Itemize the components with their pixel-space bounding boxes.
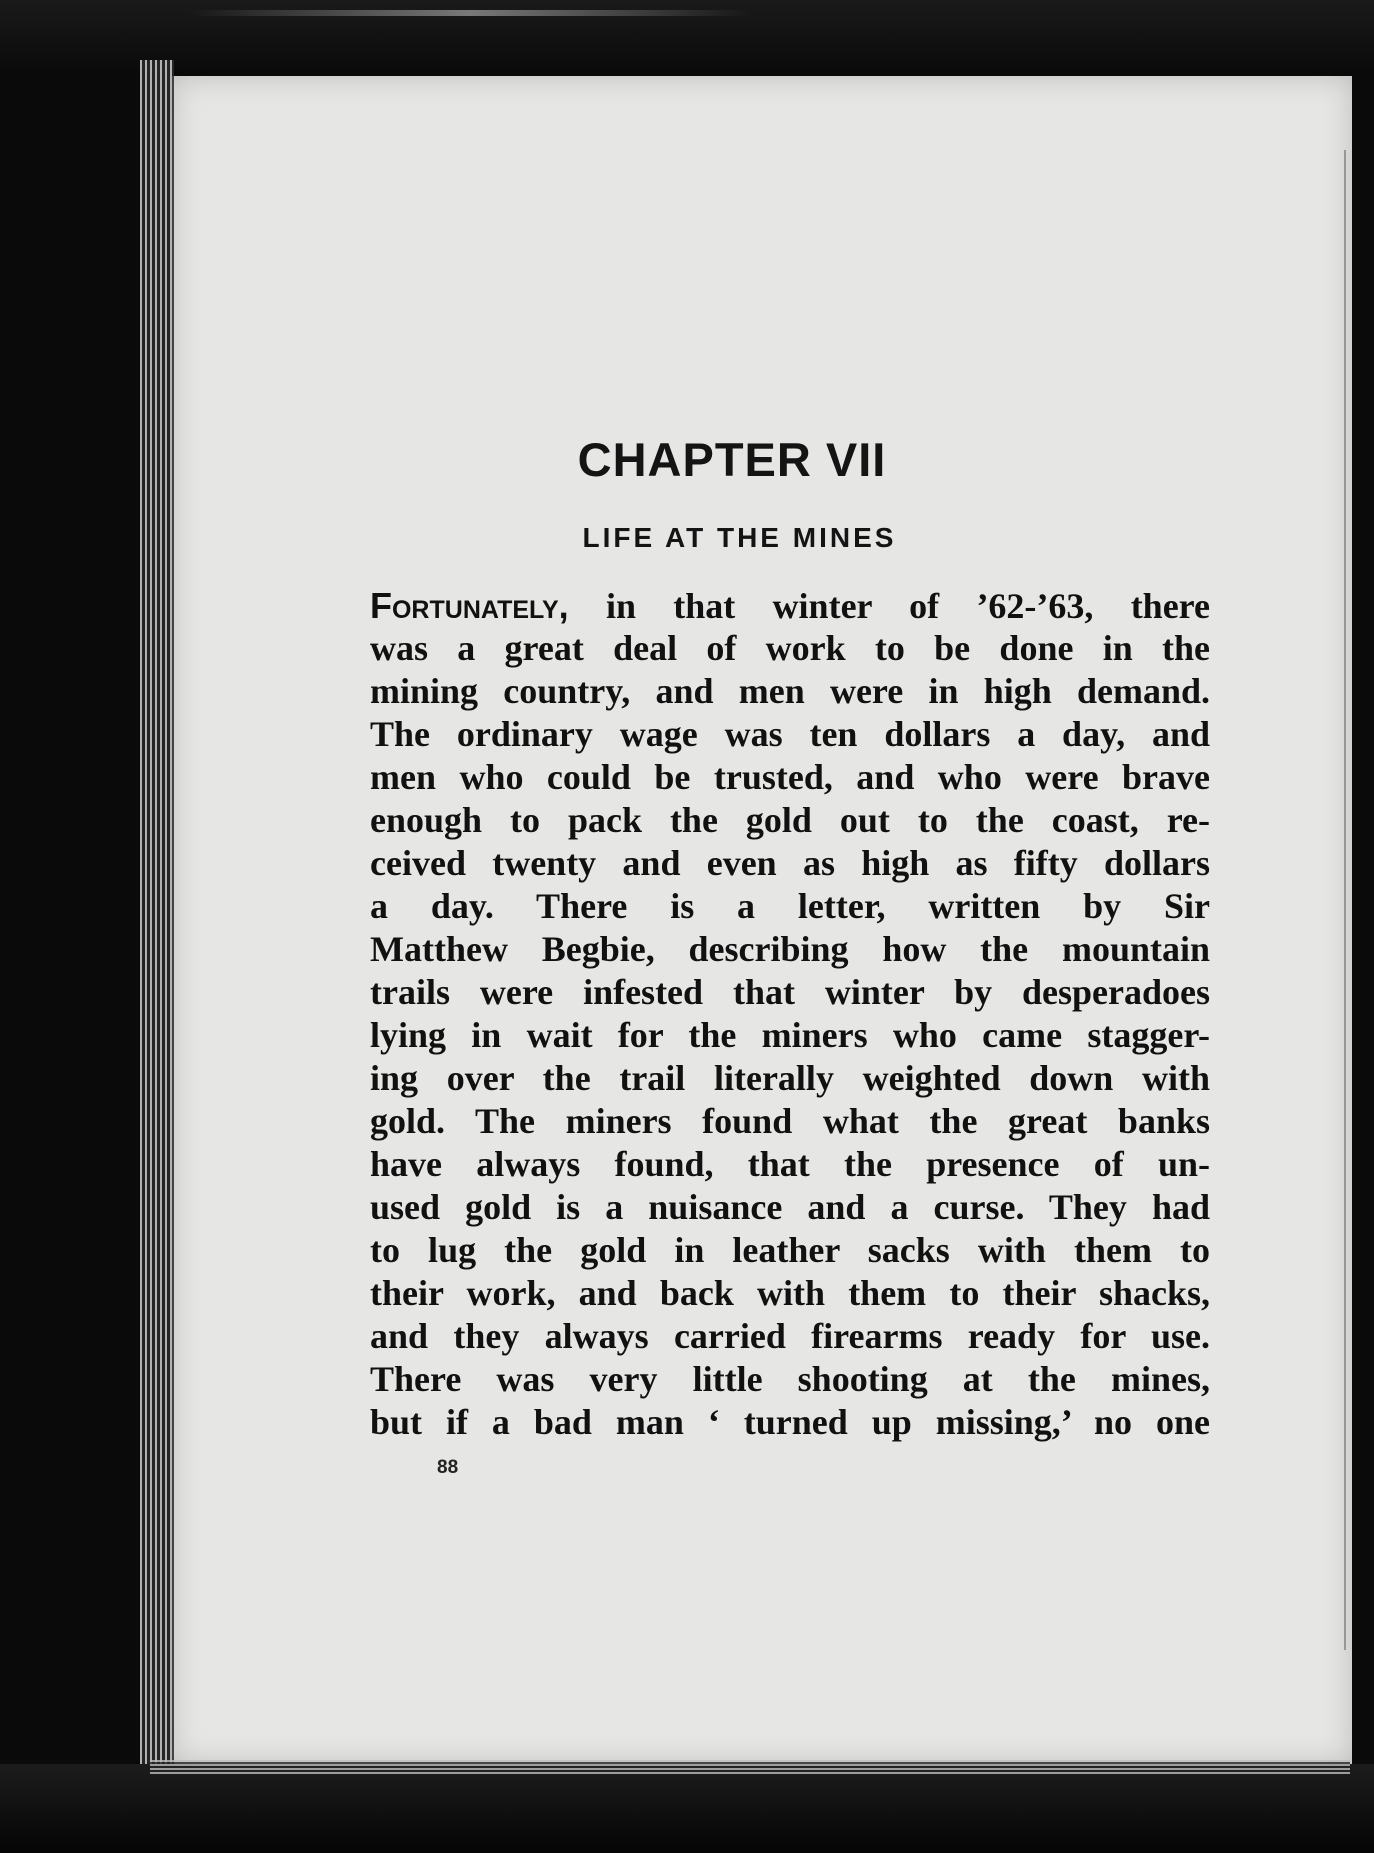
text-line: The ordinary wage was ten dollars a day, and xyxy=(370,714,1210,754)
page-number: 88 xyxy=(437,1457,459,1478)
body-paragraph xyxy=(370,584,1210,1444)
scan-top-highlight xyxy=(190,10,750,16)
text-line xyxy=(370,584,1210,627)
text-line: There was very little shooting at the mines, xyxy=(370,1359,1210,1399)
chapter-heading: CHAPTER VII xyxy=(577,433,887,486)
page-stack-left-edge xyxy=(140,60,174,1780)
text-line: trails were infested that winter by desperadoes xyxy=(370,972,1210,1012)
text-line: was a great deal of work to be done in the xyxy=(370,628,1210,668)
chapter-subtitle: LIFE AT THE MINES xyxy=(582,522,897,553)
text-line: ing over the trail literally weighted down with xyxy=(370,1058,1210,1098)
text-line: to lug the gold in leather sacks with them to xyxy=(370,1230,1210,1270)
text-line: mining country, and men were in high demand. xyxy=(370,671,1210,711)
text-line: men who could be trusted, and who were brave xyxy=(370,757,1210,797)
page-stack-bottom-edge xyxy=(150,1760,1350,1774)
text-line: their work, and back with them to their shacks, xyxy=(370,1273,1210,1313)
text-line: but if a bad man ‘ turned up missing,’ no one xyxy=(370,1402,1210,1442)
line-text: in that winter of ’62-’63, there xyxy=(568,586,1210,626)
text-line: gold. The miners found what the great banks xyxy=(370,1101,1210,1141)
text-line: Matthew Begbie, describing how the mountain xyxy=(370,929,1210,969)
opening-word: Fortunately, xyxy=(370,585,569,626)
page-right-edge xyxy=(1344,150,1358,1650)
scan-bottom-margin xyxy=(0,1764,1374,1853)
text-line: and they always carried firearms ready for use. xyxy=(370,1316,1210,1356)
text-line: have always found, that the presence of un- xyxy=(370,1144,1210,1184)
text-line: lying in wait for the miners who came stagger- xyxy=(370,1015,1210,1055)
text-line: ceived twenty and even as high as fifty dollars xyxy=(370,843,1210,883)
text-line: used gold is a nuisance and a curse. They had xyxy=(370,1187,1210,1227)
text-line: a day. There is a letter, written by Sir xyxy=(370,886,1210,926)
text-line: enough to pack the gold out to the coast, re- xyxy=(370,800,1210,840)
